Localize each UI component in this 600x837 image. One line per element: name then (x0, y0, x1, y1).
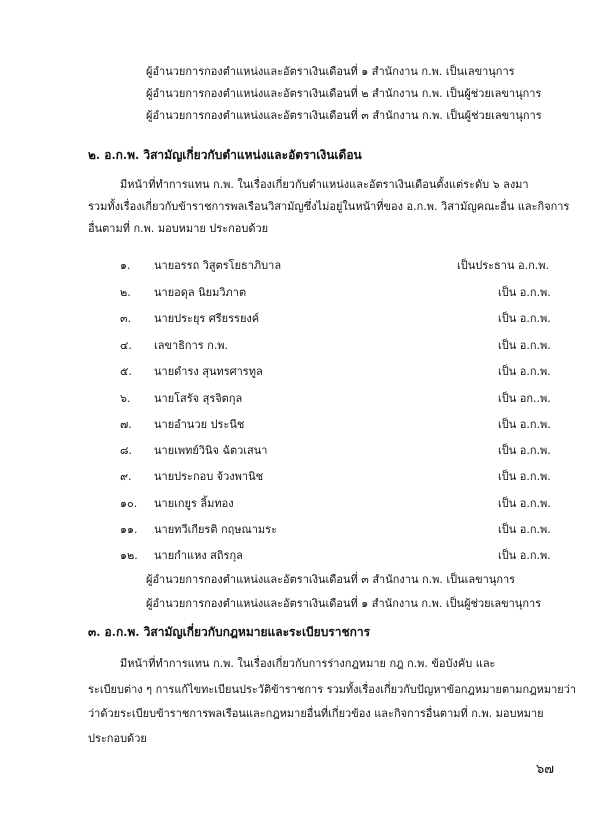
section-3-duty: ระเบียบต่าง ๆ การแก้ไขทะเบียนประวัติข้าราชการ รวมทั้งเรื่องเกี่ยวกับปัญหาข้อกฎหมายตามกฎหมายว่า (88, 683, 577, 696)
assistant-line: ผู้อำนวยการกองตำแหน่งและอัตราเงินเดือนที่ ๒ สำนักงาน ก.พ. เป็นผู้ช่วยเลขานุการ (146, 87, 542, 100)
assistant-line: ผู้อำนวยการกองตำแหน่งและอัตราเงินเดือนที่ ๓ สำนักงาน ก.พ. เป็นผู้ช่วยเลขานุการ (146, 109, 542, 122)
member-name: นายโสรัจ สุรจิตกุล (154, 392, 243, 405)
member-name: นายเพทย์วินิจ ฉัตวเสนา (154, 444, 268, 457)
section-3-duty: มีหน้าที่ทำการแทน ก.พ. ในเรื่องเกี่ยวกับการร่างกฎหมาย กฎ ก.พ. ข้อบังคับ และ (120, 657, 496, 670)
member-role: เป็น อ.ก.พ. (498, 312, 551, 325)
member-number: ๖. (120, 392, 131, 405)
member-name: นายอรรถ วิสูตรโยธาภิบาล (154, 259, 282, 272)
member-number: ๗. (120, 418, 132, 431)
member-row (0, 256, 600, 270)
member-row (0, 309, 600, 323)
member-name: นายประกอบ จ้วงพานิช (154, 470, 264, 483)
section-2-duty: รวมทั้งเรื่องเกี่ยวกับข้าราชการพลเรือนวิสามัญซึ่งไม่อยู่ในหน้าที่ของ อ.ก.พ. วิสามัญคณะอื่น และกิจการ (88, 200, 570, 213)
member-name: นายทวีเกียรติ กฤษณามระ (154, 523, 278, 536)
member-role: เป็น อ.ก.พ. (498, 470, 551, 483)
section-2-duty: อื่นตามที่ ก.พ. มอบหมาย ประกอบด้วย (88, 222, 269, 235)
member-number: ๓. (120, 312, 132, 325)
member-number: ๒. (120, 286, 131, 299)
member-name: เลขาธิการ ก.พ. (154, 339, 229, 352)
assistant-line: ผู้อำนวยการกองตำแหน่งและอัตราเงินเดือนที่ ๑ สำนักงาน ก.พ. เป็นเลขานุการ (146, 65, 515, 78)
member-row (0, 520, 600, 534)
section-2-duty: มีหน้าที่ทำการแทน ก.พ. ในเรื่องเกี่ยวกับตำแหน่งและอัตราเงินเดือนตั้งแต่ระดับ ๖ ลงมา (120, 178, 529, 191)
secretary-line: ผู้อำนวยการกองตำแหน่งและอัตราเงินเดือนที่ ๑ สำนักงาน ก.พ. เป็นผู้ช่วยเลขานุการ (146, 597, 542, 610)
section-3-heading: ๓. อ.ก.พ. วิสามัญเกี่ยวกับกฎหมายและระเบียบราชการ (88, 625, 371, 639)
member-role: เป็น อ.ก.พ. (498, 444, 551, 457)
member-role: เป็น อ.ก.พ. (498, 365, 551, 378)
member-number: ๙. (120, 470, 132, 483)
page-number: ๖๗ (536, 762, 555, 777)
member-number: ๑. (120, 259, 131, 272)
member-name: นายอดุล นิยมวิภาต (154, 286, 247, 299)
member-role: เป็น อก..พ. (498, 392, 551, 405)
member-row (0, 467, 600, 481)
member-row (0, 336, 600, 350)
secretary-line: ผู้อำนวยการกองตำแหน่งและอัตราเงินเดือนที่ ๓ สำนักงาน ก.พ. เป็นเลขานุการ (146, 573, 516, 586)
member-number: ๔. (120, 339, 132, 352)
member-row (0, 494, 600, 508)
member-name: นายกำแหง สถิรกุล (154, 549, 243, 562)
member-name: นายเกยูร ลิ้มทอง (154, 497, 234, 510)
member-name: นายประยุร ศรียรรยงค์ (154, 312, 260, 325)
member-row (0, 389, 600, 403)
section-3-duty: ประกอบด้วย (88, 732, 147, 745)
member-number: ๘. (120, 444, 132, 457)
member-number: ๑๐. (120, 497, 138, 510)
member-number: ๑๒. (120, 549, 138, 562)
member-row (0, 283, 600, 297)
member-role: เป็น อ.ก.พ. (498, 339, 551, 352)
section-2-heading: ๒. อ.ก.พ. วิสามัญเกี่ยวกับตำแหน่งและอัตราเงินเดือน (88, 148, 362, 162)
member-name: นายดำรง สุนทรศารทูล (154, 365, 263, 378)
member-role: เป็น อ.ก.พ. (498, 549, 551, 562)
section-3-duty: ว่าด้วยระเบียบข้าราชการพลเรือนและกฎหมายอื่นที่เกี่ยวข้อง และกิจการอื่นตามที่ ก.พ. มอบหมาย (88, 707, 544, 720)
member-row (0, 546, 600, 560)
member-role: เป็น อ.ก.พ. (498, 497, 551, 510)
member-number: ๑๑. (120, 523, 138, 536)
member-role: เป็น อ.ก.พ. (498, 418, 551, 431)
member-role: เป็นประธาน อ.ก.พ. (457, 259, 549, 272)
member-row (0, 362, 600, 376)
member-number: ๕. (120, 365, 132, 378)
member-role: เป็น อ.ก.พ. (498, 286, 551, 299)
member-role: เป็น อ.ก.พ. (498, 523, 551, 536)
member-row (0, 415, 600, 429)
member-row (0, 441, 600, 455)
member-name: นายอำนวย ประนีช (154, 418, 245, 431)
